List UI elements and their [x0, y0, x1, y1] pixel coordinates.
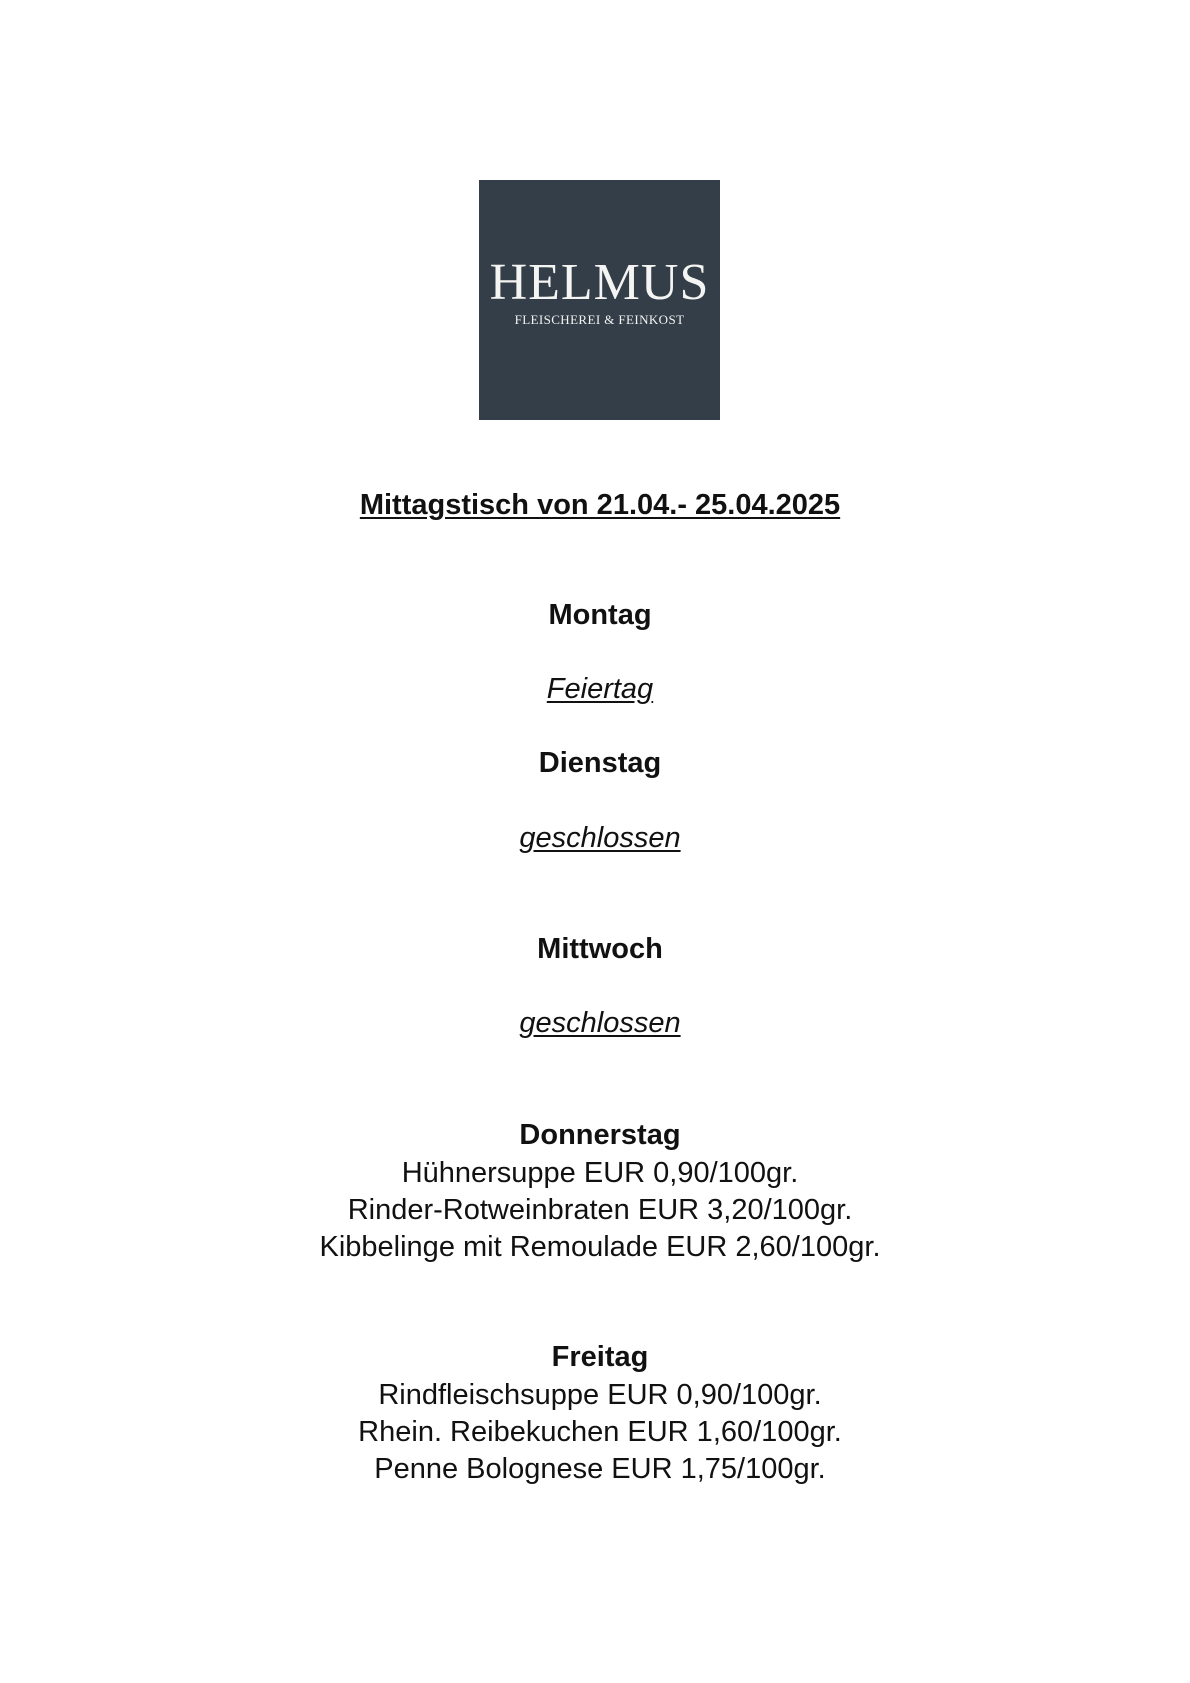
logo-name: HELMUS: [489, 254, 710, 311]
day-note-tuesday: geschlossen: [519, 822, 681, 854]
logo-subtitle: FLEISCHEREI & FEINKOST: [514, 312, 685, 327]
menu-item: Kibbelinge mit Remoulade EUR 2,60/100gr.: [319, 1231, 881, 1263]
day-heading-thursday: Donnerstag: [519, 1119, 681, 1151]
menu-title: Mittagstisch von 21.04.- 25.04.2025: [359, 489, 841, 521]
day-heading-friday: Freitag: [551, 1341, 649, 1373]
menu-item: Penne Bolognese EUR 1,75/100gr.: [374, 1453, 826, 1485]
logo: [479, 180, 720, 420]
day-heading-monday: Montag: [548, 599, 652, 631]
menu-item: Rindfleischsuppe EUR 0,90/100gr.: [378, 1379, 822, 1411]
menu-item: Rinder-Rotweinbraten EUR 3,20/100gr.: [347, 1194, 853, 1226]
day-heading-tuesday: Dienstag: [538, 747, 662, 779]
day-heading-wednesday: Mittwoch: [537, 933, 663, 965]
day-note-wednesday: geschlossen: [519, 1007, 681, 1039]
menu-item: Hühnersuppe EUR 0,90/100gr.: [401, 1157, 799, 1189]
day-note-monday: Feiertag: [546, 673, 654, 705]
menu-item: Rhein. Reibekuchen EUR 1,60/100gr.: [358, 1416, 842, 1448]
